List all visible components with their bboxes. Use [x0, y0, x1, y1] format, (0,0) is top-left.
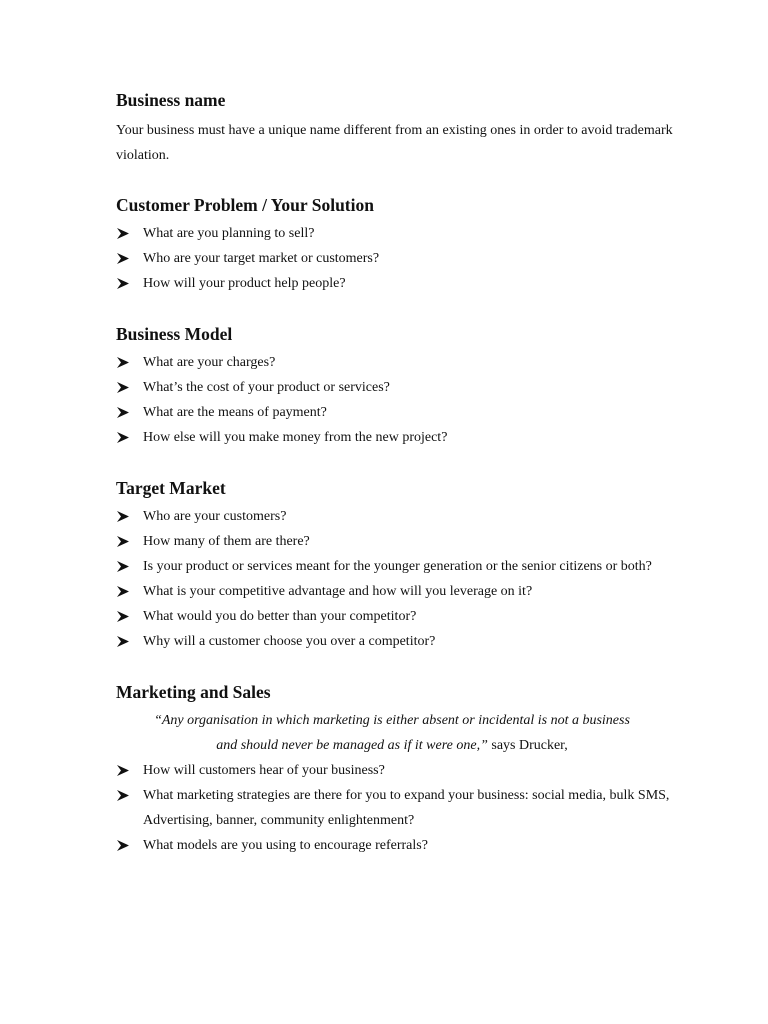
arrow-bullet-icon — [116, 246, 130, 271]
list-item: Who are your customers? — [116, 504, 676, 529]
arrow-bullet-icon — [116, 629, 130, 654]
section-business-model — [116, 322, 676, 450]
arrow-bullet-icon — [116, 758, 130, 783]
list-item: How many of them are there? — [116, 529, 676, 554]
arrow-bullet-icon — [116, 579, 130, 604]
heading-business-model: Business Model — [116, 324, 233, 344]
list-item: What would you do better than your competitor? — [116, 604, 676, 629]
section-customer-problem — [116, 193, 676, 296]
arrow-bullet-icon — [116, 504, 130, 529]
list-item: How will customers hear of your business? — [116, 758, 676, 783]
heading-marketing-sales: Marketing and Sales — [116, 682, 271, 702]
list-item: Is your product or services meant for the younger generation or the senior citizens or both? — [116, 554, 676, 579]
list-item: What are the means of payment? — [116, 400, 676, 425]
list-target-market — [116, 504, 676, 654]
list-item: What models are you using to encourage referrals? — [116, 833, 676, 858]
quote-line-1: “Any organisation in which marketing is either absent or incidental is not a business — [154, 713, 630, 728]
arrow-bullet-icon — [116, 400, 130, 425]
arrow-bullet-icon — [116, 350, 130, 375]
arrow-bullet-icon — [116, 604, 130, 629]
list-item: What’s the cost of your product or services? — [116, 375, 676, 400]
heading-customer-problem: Customer Problem / Your Solution — [116, 195, 374, 215]
list-marketing-sales — [116, 758, 676, 858]
arrow-bullet-icon — [116, 221, 130, 246]
arrow-bullet-icon — [116, 529, 130, 554]
arrow-bullet-icon — [116, 271, 130, 296]
arrow-bullet-icon — [116, 425, 130, 450]
section-marketing-sales — [116, 680, 676, 858]
list-item: What is your competitive advantage and how will you leverage on it? — [116, 579, 676, 604]
list-business-model — [116, 350, 676, 450]
drucker-quote — [116, 708, 676, 758]
heading-target-market: Target Market — [116, 478, 226, 498]
quote-line-2: and should never be managed as if it were one,” — [216, 738, 488, 753]
arrow-bullet-icon — [116, 783, 130, 808]
arrow-bullet-icon — [116, 833, 130, 858]
paragraph-business-name: Your business must have a unique name different from an existing ones in order to avoid trademark violation. — [116, 123, 673, 163]
list-item: What are you planning to sell? — [116, 221, 676, 246]
arrow-bullet-icon — [116, 375, 130, 400]
list-item: What marketing strategies are there for you to expand your business: social media, bulk SMS, Advertising, banner, community enlightenment? — [116, 783, 676, 833]
list-customer-problem — [116, 221, 676, 296]
heading-business-name: Business name — [116, 90, 226, 110]
section-business-name — [116, 88, 676, 168]
document-page — [116, 88, 676, 858]
arrow-bullet-icon — [116, 554, 130, 579]
section-target-market — [116, 476, 676, 654]
quote-attribution: says Drucker, — [487, 738, 568, 753]
list-item: Who are your target market or customers? — [116, 246, 676, 271]
list-item: What are your charges? — [116, 350, 676, 375]
list-item: How else will you make money from the new project? — [116, 425, 676, 450]
list-item: Why will a customer choose you over a competitor? — [116, 629, 676, 654]
list-item: How will your product help people? — [116, 271, 676, 296]
